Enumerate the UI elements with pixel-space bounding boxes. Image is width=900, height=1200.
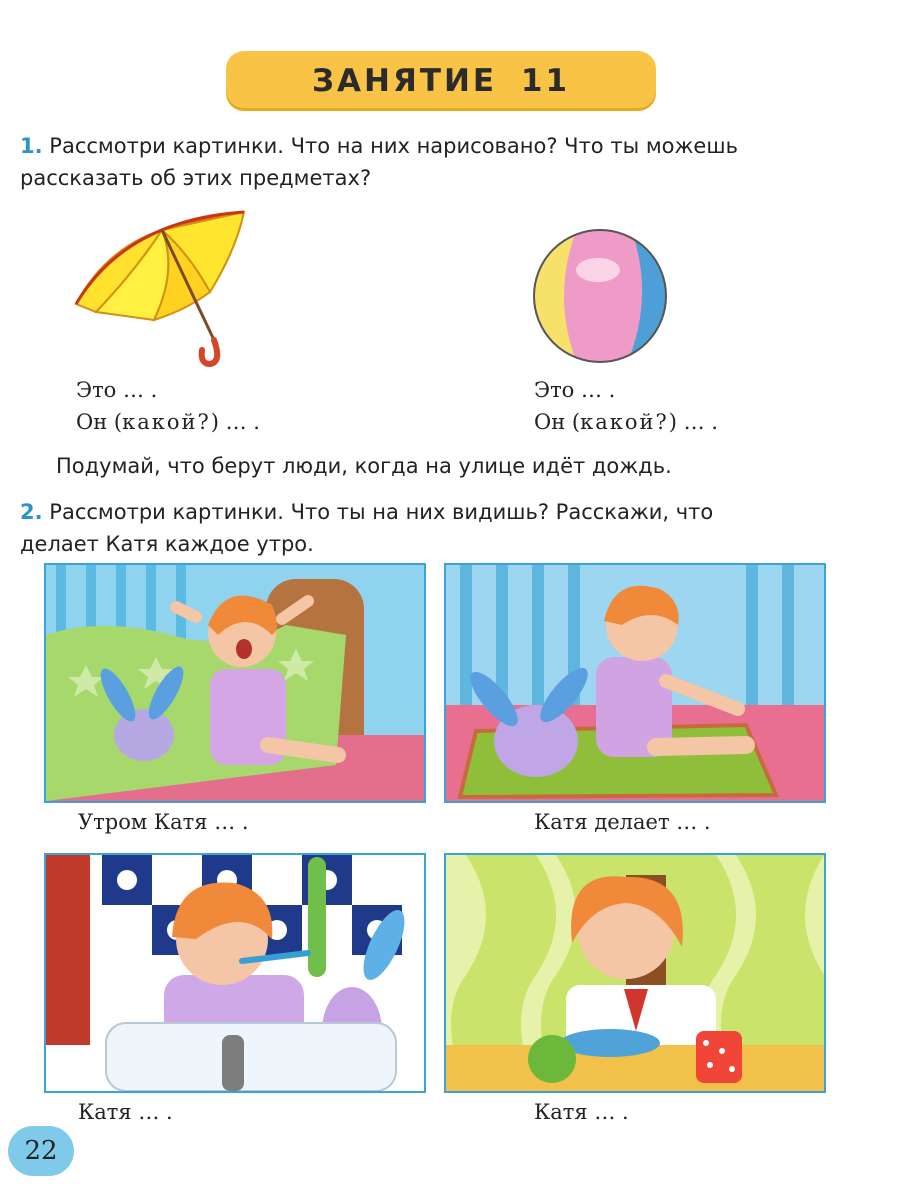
umbrella-caption-line2: Он (какой?) … . — [76, 410, 260, 434]
picture-waking-up — [44, 563, 426, 803]
task2-text — [20, 496, 840, 560]
lesson-title: ЗАНЯТИЕ 11 — [311, 63, 571, 99]
ball-illustration — [530, 226, 670, 366]
task1-line2: рассказать об этих предметах? — [20, 166, 372, 190]
ball-caption-line1: Это … . — [534, 378, 616, 402]
picture4-caption: Катя … . — [534, 1100, 629, 1124]
task1-line1: Рассмотри картинки. Что на них нарисовано? Что ты можешь — [49, 134, 738, 158]
task1-number: 1. — [20, 134, 43, 158]
picture-brushing-teeth — [44, 853, 426, 1093]
task2-number: 2. — [20, 500, 43, 524]
picture-breakfast — [444, 853, 826, 1093]
picture-exercises — [444, 563, 826, 803]
page-number: 22 — [24, 1136, 58, 1166]
picture2-caption: Катя делает … . — [534, 810, 711, 834]
task2-line2: делает Катя каждое утро. — [20, 532, 314, 556]
umbrella-illustration — [66, 200, 266, 370]
ball-caption-line2: Он (какой?) … . — [534, 410, 718, 434]
page-number-badge — [8, 1126, 74, 1176]
picture3-caption: Катя … . — [78, 1100, 173, 1124]
picture1-caption: Утром Катя … . — [78, 810, 249, 834]
task1-hint: Подумай, что берут люди, когда на улице идёт дождь. — [56, 454, 672, 478]
task1-text — [20, 130, 840, 194]
umbrella-caption-line1: Это … . — [76, 378, 158, 402]
task2-line1: Рассмотри картинки. Что ты на них видишь? Расскажи, что — [49, 500, 714, 524]
lesson-banner — [226, 51, 656, 111]
